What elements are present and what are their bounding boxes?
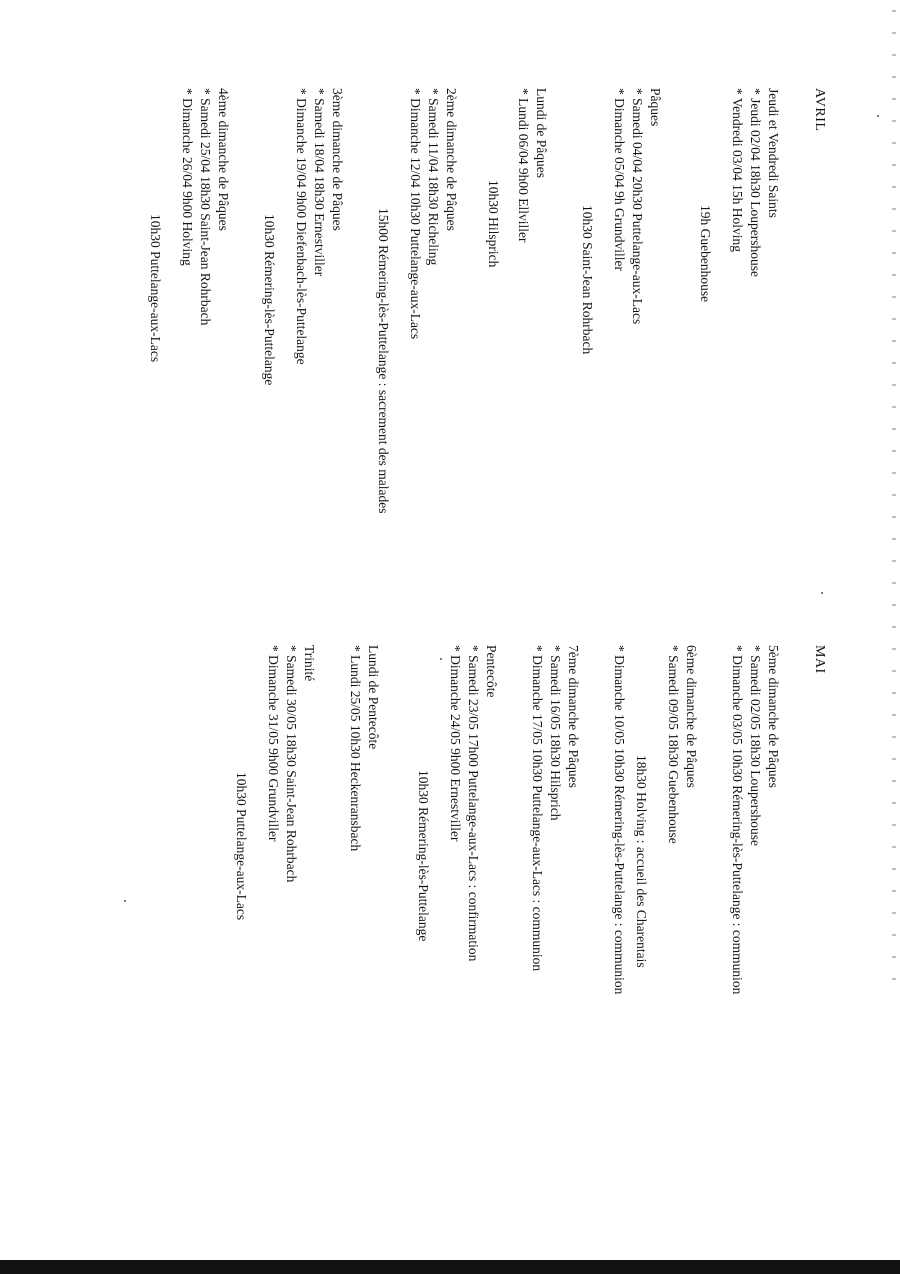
may-heading-5th-sunday: 5ème dimanche de Pâques [766,645,781,788]
april-entry-continued: 15h00 Rémering-lès-Puttelange : sacrement des malades [376,208,391,514]
may-entry: * Samedi 09/05 18h30 Guebenhouse [666,645,681,844]
scan-speck [440,658,442,660]
april-entry-continued: 10h30 Saint-Jean Rohrbach [580,205,595,355]
may-entry-continued: 10h30 Rémering-lès-Puttelange [416,770,431,942]
april-entry: * Samedi 04/04 20h30 Puttelange-aux-Lacs [630,88,645,325]
may-entry: * Samedi 16/05 18h30 Hilsprich [548,645,563,821]
may-entry: * Dimanche 10/05 10h30 Rémering-lès-Puttelange : communion [612,645,627,995]
april-heading-easter-monday: Lundi de Pâques [534,88,549,178]
april-entry: * Samedi 11/04 18h30 Richeling [426,88,441,266]
april-entry: * Jeudi 02/04 18h30 Loupershouse [748,88,763,277]
april-title: AVRIL [812,88,827,132]
scan-speck [124,900,126,902]
may-heading-trinity: Trinité [302,645,317,682]
april-heading-holy-thursday-friday: Jeudi et Vendredi Saints [766,88,781,218]
may-entry: * Lundi 25/05 10h30 Heckenransbach [348,645,363,852]
may-entry: * Samedi 30/05 18h30 Saint-Jean Rohrbach [284,645,299,883]
may-entry: * Samedi 23/05 17h00 Puttelange-aux-Lacs : confirmation [466,645,481,962]
april-entry-continued: 10h30 Rémering-lès-Puttelange [262,214,277,386]
april-heading-easter: Pâques [648,88,663,127]
april-entry: * Samedi 18/04 18h30 Ernestviller [312,88,327,277]
april-heading-4th-sunday: 4ème dimanche de Pâques [216,88,231,231]
april-entry: * Dimanche 05/04 9h Grundviller [612,88,627,271]
april-entry: * Samedi 25/04 18h30 Saint-Jean Rohrbach [198,88,213,326]
april-entry: * Dimanche 12/04 10h30 Puttelange-aux-Lacs [408,88,423,340]
may-heading-6th-sunday: 6ème dimanche de Pâques [684,645,699,788]
april-entry-continued: 10h30 Puttelange-aux-Lacs [148,214,163,363]
april-entry: * Lundi 06/04 9h00 Ellviller [516,88,531,243]
scan-speck [877,115,879,117]
april-heading-2nd-sunday: 2ème dimanche de Pâques [444,88,459,231]
scan-speck [821,592,823,594]
april-entry: * Dimanche 19/04 9h00 Diefenbach-lès-Puttelange [294,88,309,365]
may-title: MAI [812,645,827,674]
may-heading-pentecost-monday: Lundi de Pentecôte [366,645,381,750]
may-heading-pentecost: Pentecôte [484,645,499,698]
may-entry: * Dimanche 31/05 9h00 Grundviller [266,645,281,842]
may-entry: * Samedi 02/05 18h30 Loupershouse [748,645,763,846]
may-entry: * Dimanche 17/05 10h30 Puttelange-aux-Lacs : communion [530,645,545,972]
may-entry-continued: 18h30 Holving : accueil des Charentais [634,755,649,968]
may-entry-continued: 10h30 Puttelange-aux-Lacs [234,772,249,921]
april-entry-continued: 19h Guebenhouse [698,205,713,303]
may-entry: * Dimanche 24/05 9h00 Ernestviller [448,645,463,842]
april-entry-continued: 10h30 Hilsprich [486,180,501,268]
april-entry: * Dimanche 26/04 9h00 Holving [180,88,195,266]
may-entry: * Dimanche 03/05 10h30 Rémering-lès-Puttelange : communion [730,645,745,995]
april-entry: * Vendredi 03/04 15h Holving [730,88,745,252]
april-heading-3rd-sunday: 3ème dimanche de Pâques [330,88,345,231]
scan-bottom-bar [0,1260,900,1274]
scan-edge-dots [892,10,896,1000]
may-heading-7th-sunday: 7ème dimanche de Pâques [566,645,581,788]
